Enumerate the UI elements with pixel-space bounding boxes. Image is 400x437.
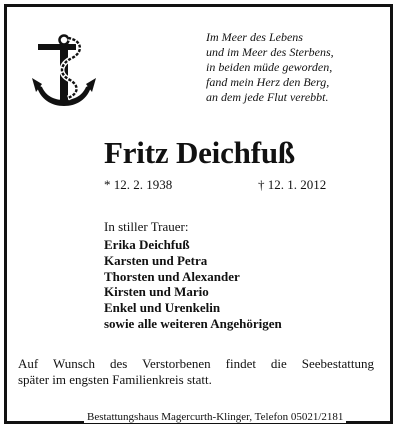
deceased-name: Fritz Deichfuß — [104, 135, 295, 170]
mourner-name: sowie alle weiteren Angehörigen — [104, 315, 282, 331]
verse-line: und im Meer des Sterbens, — [206, 45, 334, 59]
verse-line: fand mein Herz den Berg, — [206, 75, 330, 89]
burial-note-line: Auf Wunsch des Verstorbenen findet die Seebestattung — [18, 356, 374, 371]
birth-date: * 12. 2. 1938 — [104, 177, 173, 192]
verse-line: Im Meer des Lebens — [206, 30, 303, 44]
funeral-home-footer: Bestattungshaus Magercurth-Klinger, Telefon 05021/2181 — [84, 411, 346, 423]
mourner-name: Thorsten und Alexander — [104, 268, 240, 284]
anchor-icon — [30, 34, 100, 110]
death-date: † 12. 1. 2012 — [258, 177, 327, 192]
mourner-name: Kirsten und Mario — [104, 284, 209, 300]
burial-note — [18, 356, 374, 388]
mourner-name: Karsten und Petra — [104, 252, 208, 268]
mourner-name: Erika Deichfuß — [104, 237, 190, 252]
verse — [206, 30, 376, 105]
verse-line: an dem jede Flut verebbt. — [206, 90, 329, 104]
mourner-name: Enkel und Urenkelin — [104, 300, 221, 316]
mourning-label: In stiller Trauer: — [104, 219, 189, 234]
mourners-list — [104, 237, 282, 332]
burial-note-line: später im engsten Familienkreis statt. — [18, 372, 212, 387]
verse-line: in beiden müde geworden, — [206, 60, 333, 74]
